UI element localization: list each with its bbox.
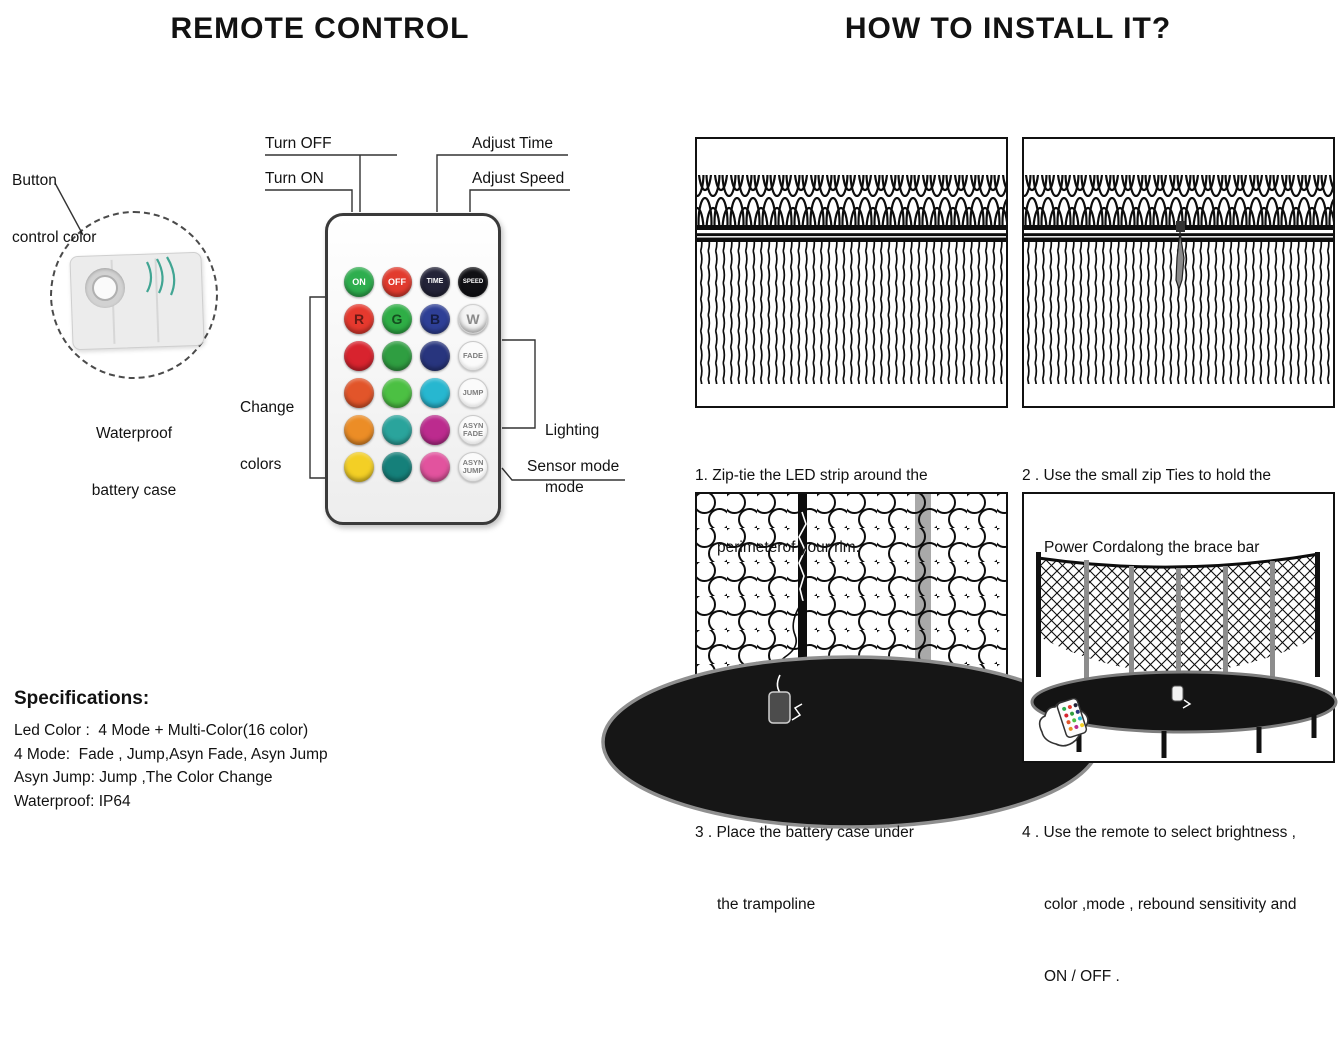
callout-adjust-time: Adjust Time (472, 135, 553, 152)
install-step-4-caption: 4 . Use the remote to select brightness , color ,mode , rebound sensitivity and ON / OFF . (1022, 824, 1297, 985)
remote-speed-button: SPEED (458, 267, 488, 297)
spec-line: 4 Mode: Fade , Jump,Asyn Fade, Asyn Jump (14, 745, 328, 763)
remote-color-button (344, 341, 374, 371)
remote-on-button: ON (344, 267, 374, 297)
left-title: REMOTE CONTROL (170, 12, 470, 45)
spec-line: Asyn Jump: Jump ,The Color Change (14, 769, 273, 786)
spec-line: Waterproof: IP64 (14, 792, 131, 810)
callout-turn-on: Turn ON (265, 170, 324, 187)
remote-color-button (382, 341, 412, 371)
callout-waterproof-battery-case: Waterproof battery case (91, 425, 177, 499)
remote-w-button: W (458, 304, 488, 334)
remote-button-grid (343, 266, 489, 482)
right-title: HOW TO INSTALL IT? (844, 12, 1172, 45)
callout-adjust-speed: Adjust Speed (472, 170, 565, 187)
remote-color-button (420, 452, 450, 482)
install-step-1-image (695, 137, 1008, 408)
install-step-2-caption: 2 . Use the small zip Ties to hold the Power Cordalong the brace bar (1022, 467, 1271, 556)
remote-off-button: OFF (382, 267, 412, 297)
remote-control (325, 213, 501, 525)
spec-line: Led Color : 4 Mode + Multi-Color(16 color) (14, 722, 309, 739)
remote-color-button (344, 415, 374, 445)
remote-color-button (420, 415, 450, 445)
specifications-title: Specifications: (14, 688, 150, 709)
remote-color-button (344, 378, 374, 408)
remote-asyn-jump-button: ASYN JUMP (458, 452, 488, 482)
remote-color-button (382, 378, 412, 408)
specifications-list (14, 719, 328, 813)
callout-sensor-mode: Sensor mode (527, 458, 620, 475)
remote-g-button: G (382, 304, 412, 334)
callout-lighting-mode: Lighting mode (545, 422, 600, 496)
remote-r-button: R (344, 304, 374, 334)
install-step-2-image (1022, 137, 1335, 408)
remote-asyn-fade-button: ASYN FADE (458, 415, 488, 445)
remote-color-button (344, 452, 374, 482)
remote-b-button: B (420, 304, 450, 334)
callout-change-colors: Change colors (240, 399, 295, 473)
remote-color-button (420, 341, 450, 371)
remote-time-button: TIME (420, 267, 450, 297)
callout-turn-off: Turn OFF (265, 135, 332, 152)
remote-color-button (382, 415, 412, 445)
remote-color-button (420, 378, 450, 408)
remote-fade-button: FADE (458, 341, 488, 371)
remote-color-button (382, 452, 412, 482)
install-step-1-caption: 1. Zip-tie the LED strip around the perimeterof your rim. (695, 467, 928, 556)
install-step-3-caption: 3 . Place the battery case under the trampoline (695, 824, 914, 913)
remote-jump-button: JUMP (458, 378, 488, 408)
callout-button-control-color: Button control color (12, 172, 97, 246)
